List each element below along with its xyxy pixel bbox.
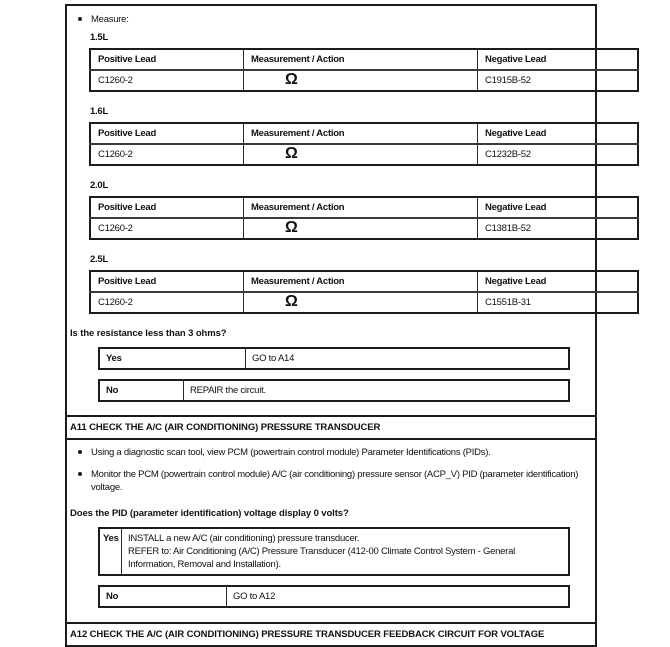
no-label: No: [100, 381, 184, 400]
table-row: [90, 218, 638, 239]
ohm-symbol: Ω: [285, 293, 298, 310]
table-row: [90, 292, 638, 313]
step-a10-body: [67, 6, 595, 415]
col-header-negative-lead: Negative Lead: [478, 271, 639, 292]
negative-lead-value: C1551B-31: [478, 292, 639, 313]
yes-action-line-2: REFER to: Air Conditioning (A/C) Pressure Transducer (412-00 Climate Control System - General Information, Removal and Installation).: [128, 546, 515, 570]
col-header-negative-lead: Negative Lead: [478, 123, 639, 144]
col-header-measurement-action: Measurement / Action: [244, 123, 478, 144]
bullet-icon: [78, 450, 82, 454]
lead-measurement-table: [89, 196, 639, 240]
positive-lead-value: C1260-2: [90, 218, 244, 239]
engine-size-label: 1.6L: [90, 106, 109, 117]
measurement-cell: [244, 70, 478, 91]
yes-action: GO to A14: [252, 353, 295, 364]
col-header-measurement-action: Measurement / Action: [244, 271, 478, 292]
yes-result-row: [98, 347, 570, 370]
no-label: No: [100, 587, 227, 606]
engine-size-label: 1.5L: [90, 32, 109, 43]
a11-bullet-1: [78, 446, 593, 459]
step-a11-body: [67, 440, 595, 622]
negative-lead-value: C1232B-52: [478, 144, 639, 165]
measurement-cell: [244, 144, 478, 165]
step-a11-header: A11 CHECK THE A/C (AIR CONDITIONING) PRESSURE TRANSDUCER: [67, 415, 595, 440]
yes-result-row: [98, 527, 570, 576]
positive-lead-value: C1260-2: [90, 292, 244, 313]
lead-measurement-table: [89, 270, 639, 314]
bullet-icon: [78, 17, 82, 21]
engine-section-2-5l: [89, 253, 593, 314]
pid-voltage-question: Does the PID (parameter identification) voltage display 0 volts?: [70, 508, 349, 519]
yes-label: Yes: [100, 529, 122, 574]
resistance-question: Is the resistance less than 3 ohms?: [70, 328, 227, 339]
ohm-symbol: Ω: [285, 145, 298, 162]
col-header-positive-lead: Positive Lead: [90, 197, 244, 218]
measure-label: Measure:: [91, 14, 129, 25]
col-header-negative-lead: Negative Lead: [478, 197, 639, 218]
yes-label: Yes: [100, 349, 246, 368]
no-result-row: [98, 379, 570, 402]
col-header-measurement-action: Measurement / Action: [244, 197, 478, 218]
ohm-symbol: Ω: [285, 219, 298, 236]
table-row: [90, 144, 638, 165]
measurement-cell: [244, 292, 478, 313]
yes-action: [122, 529, 558, 574]
negative-lead-value: C1915B-52: [478, 70, 639, 91]
no-action: REPAIR the circuit.: [190, 385, 266, 396]
a11-bullet-1-text: Using a diagnostic scan tool, view PCM (powertrain control module) Parameter Identifications (PIDs).: [91, 447, 491, 458]
bullet-icon: [78, 472, 82, 476]
lead-measurement-table: [89, 122, 639, 166]
no-action: GO to A12: [233, 591, 276, 602]
engine-section-1-5l: [89, 31, 593, 92]
yes-action-line-1: INSTALL a new A/C (air conditioning) pressure transducer.: [128, 533, 360, 544]
ohm-symbol: Ω: [285, 71, 298, 88]
col-header-positive-lead: Positive Lead: [90, 271, 244, 292]
table-row: [90, 70, 638, 91]
col-header-positive-lead: Positive Lead: [90, 49, 244, 70]
negative-lead-value: C1381B-52: [478, 218, 639, 239]
a11-bullet-2-text: Monitor the PCM (powertrain control module) A/C (air conditioning) pressure sensor (ACP_V) PID (parameter identification) voltage.: [91, 469, 579, 493]
a11-bullet-2: [78, 468, 593, 494]
engine-section-1-6l: [89, 105, 593, 166]
step-a12-header: A12 CHECK THE A/C (AIR CONDITIONING) PRESSURE TRANSDUCER FEEDBACK CIRCUIT FOR VOLTAGE: [67, 622, 595, 645]
positive-lead-value: C1260-2: [90, 70, 244, 91]
positive-lead-value: C1260-2: [90, 144, 244, 165]
col-header-negative-lead: Negative Lead: [478, 49, 639, 70]
no-result-row: [98, 585, 570, 608]
engine-size-label: 2.0L: [90, 180, 109, 191]
measure-bullet-item: [78, 13, 593, 26]
engine-section-2-0l: [89, 179, 593, 240]
measurement-cell: [244, 218, 478, 239]
engine-size-label: 2.5L: [90, 254, 109, 265]
lead-measurement-table: [89, 48, 639, 92]
diagnostic-procedure-document: [65, 4, 597, 647]
col-header-positive-lead: Positive Lead: [90, 123, 244, 144]
col-header-measurement-action: Measurement / Action: [244, 49, 478, 70]
